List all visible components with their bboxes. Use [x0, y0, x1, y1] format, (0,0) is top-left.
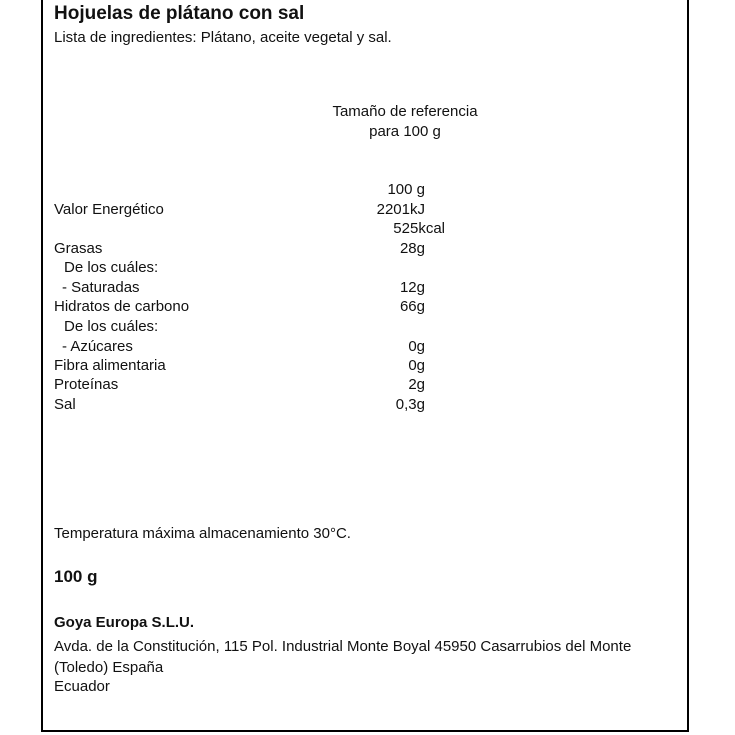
nutrient-label-saturated: - Saturadas: [62, 279, 140, 296]
nutrient-label-fiber: Fibra alimentaria: [54, 357, 166, 374]
nutrient-label-salt: Sal: [54, 396, 76, 413]
portion-size: 100 g: [387, 181, 425, 198]
nutrient-value-protein: 2g: [408, 376, 425, 393]
country-of-origin: Ecuador: [54, 678, 110, 695]
ingredients-list: Lista de ingredientes: Plátano, aceite vegetal y sal.: [54, 29, 392, 46]
nutrient-label-energy: Valor Energético: [54, 201, 164, 218]
net-weight: 100 g: [54, 567, 98, 586]
reference-size-header: [300, 102, 510, 142]
nutrient-value-carbohydrates: 66g: [399, 298, 425, 315]
nutrient-label-carbs-of-which: De los cuáles:: [64, 318, 159, 335]
nutrient-value-sugars: 0g: [408, 338, 425, 355]
nutrient-value-saturated: 12g: [399, 279, 425, 296]
storage-temperature: Temperatura máxima almacenamiento 30°C.: [54, 525, 351, 542]
reference-size-line-2: para 100 g: [369, 123, 441, 140]
nutrient-label-protein: Proteínas: [54, 376, 119, 393]
nutrient-value-fat: 28g: [399, 240, 425, 257]
nutrient-label-carbohydrates: Hidratos de carbono: [54, 298, 190, 315]
reference-size-line-1: Tamaño de referencia: [332, 103, 478, 120]
product-title: Hojuelas de plátano con sal: [54, 3, 305, 24]
nutrient-label-fat: Grasas: [54, 240, 103, 257]
nutrient-label-sugars: - Azúcares: [62, 338, 133, 355]
nutrient-value-fiber: 0g: [408, 357, 425, 374]
company-address: Avda. de la Constitución, 115 Pol. Industrial Monte Boyal 45950 Casarrubios del Monte (Toledo) España: [54, 638, 632, 676]
nutrient-value-salt: 0,3g: [395, 396, 425, 413]
nutrient-value-energy-kj: 2201kJ: [376, 201, 425, 218]
nutrient-label-fat-of-which: De los cuáles:: [64, 259, 159, 276]
company-name: Goya Europa S.L.U.: [54, 614, 195, 631]
nutrient-value-energy-kcal: 525kcal: [393, 220, 445, 237]
